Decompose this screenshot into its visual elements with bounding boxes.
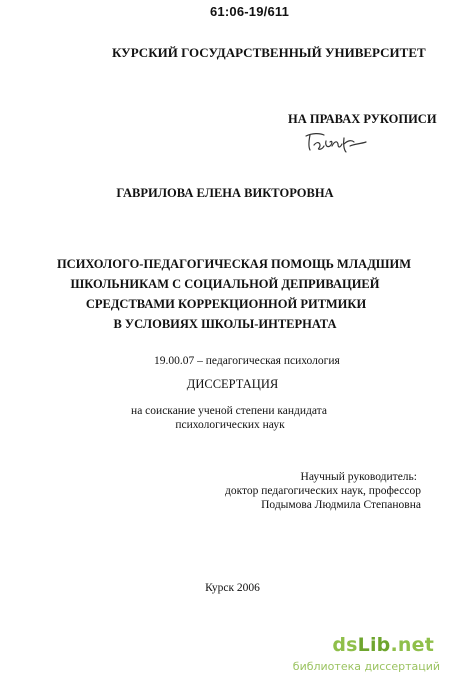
dissertation-title (0, 254, 450, 334)
author-name: ГАВРИЛОВА ЕЛЕНА ВИКТОРОВНА (116, 186, 334, 200)
supervisor-label: Научный руководитель: (300, 471, 417, 483)
supervisor-degree: доктор педагогических наук, профессор (224, 485, 421, 497)
university-name: КУРСКИЙ ГОСУДАРСТВЕННЫЙ УНИВЕРСИТЕТ (112, 45, 426, 60)
handwritten-signature (300, 130, 370, 156)
supervisor-name: Подымова Людмила Степановна (261, 499, 421, 511)
specialty-code: 19.00.07 – педагогическая психология (154, 355, 340, 367)
dslib-logo: dsLib.net (332, 634, 434, 656)
manuscript-rights-label: НА ПРАВАХ РУКОПИСИ (288, 112, 437, 126)
degree-line: психологических наук (175, 419, 285, 431)
title-line: ПСИХОЛОГО-ПЕДАГОГИЧЕСКАЯ ПОМОЩЬ МЛАДШИМ (56, 257, 412, 271)
degree-line: на соискание ученой степени кандидата (131, 405, 327, 417)
supervisor-block (0, 470, 421, 512)
document-type: ДИССЕРТАЦИЯ (186, 377, 279, 391)
catalog-code: 61:06-19/611 (210, 4, 290, 19)
title-line: СРЕДСТВАМИ КОРРЕКЦИОННОЙ РИТМИКИ (85, 297, 367, 311)
dslib-tagline: библиотека диссертаций (292, 660, 440, 673)
title-line: В УСЛОВИЯХ ШКОЛЫ-ИНТЕРНАТА (113, 317, 337, 331)
degree-description (0, 404, 450, 432)
title-line: ШКОЛЬНИКАМ С СОЦИАЛЬНОЙ ДЕПРИВАЦИЕЙ (70, 277, 380, 291)
dslib-watermark (268, 634, 444, 680)
city-year: Курск 2006 (205, 582, 260, 594)
